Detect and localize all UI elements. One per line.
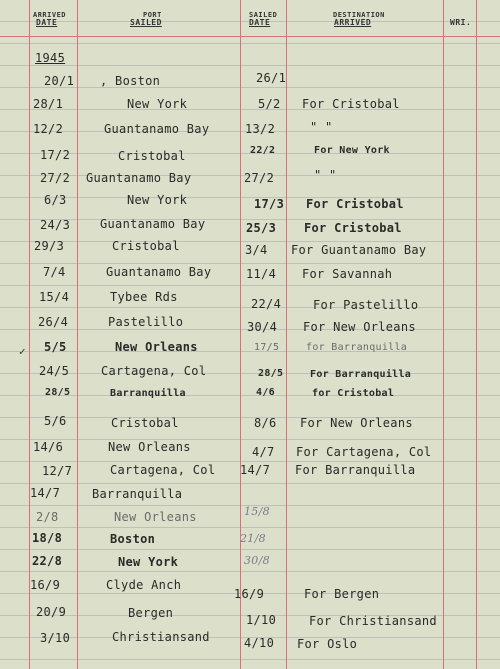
port-name: Boston — [110, 532, 156, 546]
port-name: New Orleans — [114, 510, 197, 524]
sailed-date: 25/3 — [246, 221, 277, 235]
arrived-date: 29/3 — [34, 239, 65, 253]
destination: For Pastelillo — [313, 298, 419, 312]
rule-sailed — [286, 0, 287, 669]
header-arrived: ARRIVED — [33, 11, 67, 19]
arrived-date: 5/5 — [44, 340, 67, 354]
sailed-date: 4/6 — [256, 387, 275, 398]
port-name: , Boston — [100, 74, 161, 88]
arrived-date: 14/6 — [33, 440, 64, 454]
rule-destination — [443, 0, 444, 669]
header-wri: WRI. — [450, 18, 472, 27]
sailed-date: 14/7 — [240, 463, 271, 477]
arrived-date: 7/4 — [43, 265, 66, 279]
port-name: Cristobal — [112, 239, 180, 253]
destination: For New York — [314, 145, 390, 156]
sailed-date: 17/3 — [254, 197, 285, 211]
destination: For Cristobal — [306, 197, 404, 211]
port-name: New York — [127, 97, 188, 111]
arrived-date: 15/4 — [39, 290, 70, 304]
arrived-date: 2/8 — [36, 510, 59, 524]
arrived-date: 27/2 — [40, 171, 71, 185]
destination: " " — [310, 120, 333, 134]
header-sailed: SAILED — [249, 11, 278, 19]
port-name: Clyde Anch — [106, 578, 182, 592]
sailed-date: 11/4 — [246, 267, 277, 281]
port-name: Bergen — [128, 606, 174, 620]
port-name: Barranquilla — [110, 388, 186, 399]
sailed-date: 4/10 — [244, 636, 275, 650]
port-name: Cristobal — [111, 416, 179, 430]
port-name: New Orleans — [108, 440, 191, 454]
port-name: Guantanamo Bay — [100, 217, 206, 231]
destination: " " — [314, 168, 337, 182]
arrived-date: 24/3 — [40, 218, 71, 232]
destination: For New Orleans — [303, 320, 416, 334]
arrived-date: 14/7 — [30, 486, 61, 500]
arrived-date: 20/9 — [36, 605, 67, 619]
arrived-date: 6/3 — [44, 193, 67, 207]
sailed-date: 22/4 — [251, 297, 282, 311]
port-name: Barranquilla — [92, 487, 183, 501]
destination: For Cartagena, Col — [296, 445, 432, 459]
sailed-date: 4/7 — [252, 445, 275, 459]
arrived-date: 20/1 — [44, 74, 75, 88]
margin-check-mark: ✓ — [19, 345, 26, 358]
sailed-date-handwritten: 15/8 — [244, 505, 270, 518]
arrived-date: 28/1 — [33, 97, 64, 111]
header-rule — [0, 36, 500, 37]
header-destination-arrived: ARRIVED — [334, 18, 372, 27]
sailed-date: 3/4 — [245, 243, 268, 257]
year-label: 1945 — [35, 51, 66, 65]
arrived-date: 28/5 — [45, 387, 71, 398]
arrived-date: 3/10 — [40, 631, 71, 645]
sailed-date: 8/6 — [254, 416, 277, 430]
arrived-date: 26/4 — [38, 315, 69, 329]
rule-left — [29, 0, 30, 669]
arrived-date: 12/7 — [42, 464, 73, 478]
sailed-date: 5/2 — [258, 97, 281, 111]
destination: For Guantanamo Bay — [291, 243, 427, 257]
port-name: Guantanamo Bay — [104, 122, 210, 136]
arrived-date: 22/8 — [32, 554, 63, 568]
destination: For Cristobal — [302, 97, 400, 111]
destination: For Barranquilla — [295, 463, 416, 477]
sailed-date: 28/5 — [258, 368, 284, 379]
sailed-date: 27/2 — [244, 171, 275, 185]
port-name: Cartagena, Col — [110, 463, 216, 477]
sailed-date: 17/5 — [254, 342, 280, 353]
header-sailed-date: DATE — [249, 18, 271, 27]
sailed-date: 22/2 — [250, 145, 276, 156]
header-arrived-date: DATE — [36, 18, 58, 27]
port-name: Guantanamo Bay — [106, 265, 212, 279]
port-name: Tybee Rds — [110, 290, 178, 304]
port-name: Cristobal — [118, 149, 186, 163]
port-name: Pastelillo — [108, 315, 184, 329]
header-port: PORT — [143, 11, 162, 19]
rule-arrived — [77, 0, 78, 669]
arrived-date: 18/8 — [32, 531, 63, 545]
rule-wri — [476, 0, 477, 669]
arrived-date: 24/5 — [39, 364, 70, 378]
port-name: Cartagena, Col — [101, 364, 207, 378]
arrived-date: 12/2 — [33, 122, 64, 136]
sailed-date-handwritten: 30/8 — [244, 554, 270, 567]
destination: For Barranquilla — [310, 369, 412, 380]
arrived-date: 5/6 — [44, 414, 67, 428]
port-name: New York — [118, 555, 179, 569]
sailed-date: 30/4 — [247, 320, 278, 334]
destination: For Cristobal — [304, 221, 402, 235]
destination: For Savannah — [302, 267, 393, 281]
destination: For Christiansand — [309, 614, 437, 628]
sailed-date: 26/1 — [256, 71, 287, 85]
sailed-date-handwritten: 21/8 — [240, 532, 266, 545]
destination: For New Orleans — [300, 416, 413, 430]
arrived-date: 17/2 — [40, 148, 71, 162]
destination: For Oslo — [297, 637, 358, 651]
arrived-date: 16/9 — [30, 578, 61, 592]
sailed-date: 16/9 — [234, 587, 265, 601]
port-name: Guantanamo Bay — [86, 171, 192, 185]
port-name: Christiansand — [112, 630, 210, 644]
header-destination: DESTINATION — [333, 11, 385, 19]
destination: for Cristobal — [312, 388, 395, 399]
header-port-sailed: SAILED — [130, 18, 162, 27]
port-name: New York — [127, 193, 188, 207]
sailed-date: 13/2 — [245, 122, 276, 136]
sailed-date: 1/10 — [246, 613, 277, 627]
destination: For Bergen — [304, 587, 380, 601]
port-name: New Orleans — [115, 340, 198, 354]
rule-port — [240, 0, 241, 669]
destination: for Barranquilla — [306, 342, 408, 353]
